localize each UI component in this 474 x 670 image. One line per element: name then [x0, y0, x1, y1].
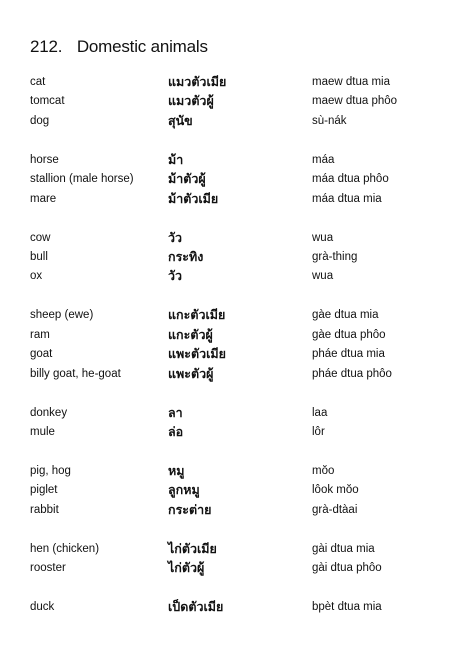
vocabulary-row [0, 344, 474, 364]
vocabulary-row [0, 169, 474, 189]
english-term: hen (chicken) [30, 542, 100, 555]
section-number: 212. [30, 37, 63, 56]
thai-term: แกะตัวเมีย [168, 307, 226, 323]
vocabulary-row [0, 72, 474, 92]
english-term: rabbit [30, 503, 59, 516]
page-title [30, 37, 208, 57]
thai-term: ม้า [168, 151, 184, 167]
vocabulary-row [0, 150, 474, 170]
english-term: duck [30, 601, 55, 614]
thai-term: แมวตัวเมีย [168, 74, 227, 89]
english-term: ram [30, 328, 50, 341]
transliteration: mŏo [312, 465, 335, 477]
transliteration: wua [312, 270, 334, 283]
transliteration: lôr [312, 426, 325, 438]
thai-term: เป็ดตัวเมีย [168, 599, 224, 615]
vocabulary-row [0, 461, 474, 481]
vocabulary-row [0, 558, 474, 578]
vocabulary-row [0, 539, 474, 559]
english-term: tomcat [30, 95, 65, 108]
transliteration: maew dtua phôo [312, 95, 398, 108]
thai-term: ลูกหมู [168, 482, 200, 498]
vocabulary-row [0, 189, 474, 209]
thai-term: กระต่าย [168, 501, 212, 517]
vocabulary-row [0, 111, 474, 131]
english-term: donkey [30, 406, 68, 419]
thai-term: กระทิง [168, 249, 204, 264]
vocabulary-row [0, 403, 474, 423]
thai-term: แมวตัวผู้ [168, 93, 214, 109]
transliteration: pháe dtua mia [312, 348, 385, 361]
transliteration: sù-nák [312, 114, 347, 127]
english-term: rooster [30, 562, 66, 575]
thai-term: วัว [168, 229, 183, 245]
thai-term: ไก่ตัวผู้ [168, 560, 205, 576]
section-title: Domestic animals [76, 37, 208, 56]
thai-term: สุนัข [168, 112, 193, 128]
english-term: stallion (male horse) [30, 173, 134, 186]
transliteration: máa dtua phôo [312, 173, 389, 186]
english-term: ox [30, 270, 43, 283]
transliteration: pháe dtua phôo [312, 367, 392, 380]
transliteration: maew dtua mia [312, 76, 390, 88]
english-term: pig, hog [30, 465, 71, 477]
thai-term: แพะตัวผู้ [168, 365, 214, 381]
thai-term: ม้าตัวเมีย [168, 190, 219, 206]
english-term: billy goat, he-goat [30, 367, 121, 380]
transliteration: gài dtua phôo [312, 562, 382, 575]
transliteration: laa [312, 406, 328, 419]
transliteration: gài dtua mia [312, 542, 375, 555]
vocabulary-row [0, 91, 474, 111]
vocabulary-row [0, 247, 474, 267]
english-term: bull [30, 251, 48, 263]
transliteration: grà-thing [312, 251, 358, 263]
thai-term: แพะตัวเมีย [168, 346, 226, 362]
vocabulary-row [0, 325, 474, 345]
transliteration: gàe dtua phôo [312, 328, 386, 341]
transliteration: lôok mŏo [312, 484, 359, 497]
english-term: dog [30, 114, 50, 127]
english-term: mare [30, 192, 57, 205]
thai-term: แกะตัวผู้ [168, 326, 213, 342]
transliteration: bpèt dtua mia [312, 601, 382, 614]
english-term: cat [30, 76, 46, 88]
transliteration: grà-dtàai [312, 503, 358, 516]
english-term: goat [30, 348, 53, 361]
vocabulary-row [0, 422, 474, 442]
vocabulary-row [0, 500, 474, 520]
transliteration: wua [312, 231, 334, 244]
transliteration: gàe dtua mia [312, 309, 379, 322]
vocabulary-row [0, 266, 474, 286]
english-term: mule [30, 426, 55, 438]
thai-term: หมู [168, 463, 185, 478]
thai-term: ล่อ [168, 424, 184, 439]
vocabulary-row [0, 480, 474, 500]
thai-term: ลา [168, 404, 183, 420]
vocabulary-row [0, 305, 474, 325]
vocabulary-row [0, 228, 474, 248]
vocabulary-row [0, 597, 474, 617]
transliteration: máa [312, 153, 335, 166]
english-term: sheep (ewe) [30, 309, 94, 322]
transliteration: máa dtua mia [312, 192, 382, 205]
english-term: horse [30, 153, 59, 166]
english-term: cow [30, 231, 51, 244]
thai-term: ม้าตัวผู้ [168, 171, 206, 187]
vocabulary-row [0, 364, 474, 384]
english-term: piglet [30, 484, 58, 497]
thai-term: ไก่ตัวเมีย [168, 540, 217, 556]
thai-term: วัว [168, 268, 183, 284]
